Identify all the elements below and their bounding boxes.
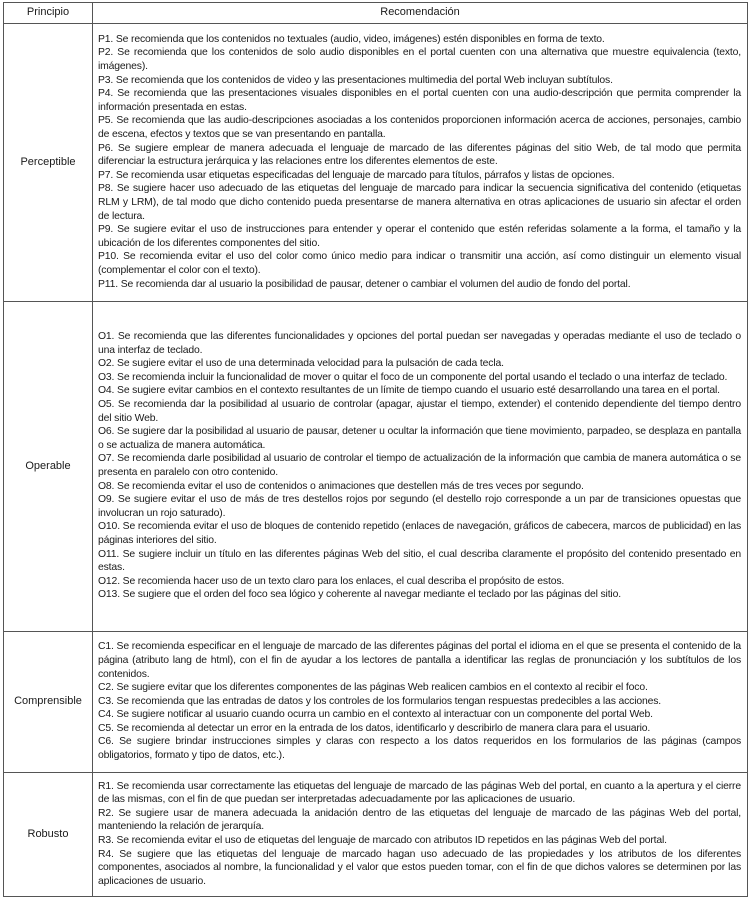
principle-cell: Robusto	[4, 773, 93, 897]
recommendation-item: P5. Se recomienda que las audio-descripciones asociadas a los contenidos proporcionen información acerca de acciones, personajes, cambio de escena, efectos y textos que se van presentando en pantalla.	[98, 115, 741, 141]
recommendation-item: R2. Se sugiere usar de manera adecuada la anidación dentro de las etiquetas del lenguaje de marcado de las páginas Web del portal, manteniendo la relación de jerarquía.	[98, 807, 741, 833]
recommendation-item: P1. Se recomienda que los contenidos no textuales (audio, video, imágenes) estén disponibles en forma de texto.	[98, 33, 605, 45]
recommendation-item: P10. Se recomienda evitar el uso del color como único medio para indicar o transmitir una acción, así como distinguir un elemento visual (complementar el color con el texto).	[98, 251, 741, 276]
recommendation-item: C1. Se recomienda especificar en el lenguaje de marcado de las diferentes páginas del portal el idioma en el que se presenta el contenido de la página (atributo lang de html), con el fin de ayudar a los lectores de pantalla a identificar las reglas de pronunciación y los subtítulos de los contenidos.	[98, 641, 741, 680]
recommendation-item: R1. Se recomienda usar correctamente las etiquetas del lenguaje de marcado de las páginas Web del portal, en cuanto a la apertura y el cierre de las mismas, con el fin de que puedan ser interpretadas adecuadamente por las aplicaciones de usuario.	[98, 780, 741, 806]
recommendation-item: C6. Se sugiere brindar instrucciones simples y claras con respecto a los datos requeridos en los formularios de las páginas (campos obligatorios, formato y tipo de datos, etc.).	[98, 736, 741, 762]
principle-cell: Perceptible	[4, 24, 93, 302]
recommendation-item: P4. Se recomienda que las presentaciones visuales disponibles en el portal cuenten con una audio-descripción que permita comprender la información presentada en estas.	[98, 88, 741, 113]
recommendation-item: P8. Se sugiere hacer uso adecuado de las etiquetas del lenguaje de marcado para indicar la secuencia significativa del contenido (etiquetas RLM y LRM), de tal modo que dicho contenido pueda presentarse de manera alternativa en otras aplicaciones de usuario sin afectar el orden de lectura.	[98, 183, 741, 222]
recommendation-item: O1. Se recomienda que las diferentes funcionalidades y opciones del portal puedan ser navegadas y operadas mediante el uso de teclado o una interfaz de teclado.	[98, 331, 741, 356]
recommendation-item: C5. Se recomienda al detectar un error en la entrada de los datos, identificarlo y describirlo de manera clara para el usuario.	[98, 722, 651, 734]
principle-cell: Comprensible	[4, 632, 93, 773]
recommendation-item: C2. Se sugiere evitar que los diferentes componentes de las páginas Web realicen cambios en el contexto al recibir el foco.	[98, 682, 648, 694]
recommendation-item: O9. Se sugiere evitar el uso de más de tres destellos rojos por segundo (el destello rojo corresponde a un par de transiciones opuestas que involucran un rojo saturado).	[98, 494, 741, 519]
table-row-comprensible	[4, 632, 748, 773]
recommendation-item: O5. Se recomienda dar la posibilidad al usuario de controlar (apagar, ajustar el tiempo, extender) el contenido dependiente del tiempo dentro del sitio Web.	[98, 399, 741, 424]
recommendation-cell	[93, 302, 748, 632]
recommendation-item: P2. Se recomienda que los contenidos de solo audio disponibles en el portal cuenten con una alternativa que muestre equivalencia (texto, imágenes).	[98, 47, 741, 73]
recommendation-item: O6. Se sugiere dar la posibilidad al usuario de pausar, detener u ocultar la información que tiene movimiento, parpadeo, se desplaza en pantalla o se actualiza de manera automática.	[98, 426, 741, 451]
header-principle: Principio	[4, 3, 93, 24]
recommendation-item: O2. Se sugiere evitar el uso de una determinada velocidad para la pulsación de cada tecla.	[98, 358, 504, 370]
header-recommendation: Recomendación	[93, 3, 748, 24]
table-row-robusto	[4, 773, 748, 897]
recommendation-item: O8. Se recomienda evitar el uso de contenidos o animaciones que destellen más de tres veces por segundo.	[98, 480, 584, 492]
recommendation-item: P6. Se sugiere emplear de manera adecuada el lenguaje de marcado de las diferentes páginas del sitio Web, de tal modo que permita diferenciar la estructura jerárquica y las relaciones entre los diferentes elementos de este.	[98, 142, 741, 168]
recommendation-item: O10. Se recomienda evitar el uso de bloques de contenido repetido (enlaces de navegación, gráficos de cabecera, marcos de publicidad) en las páginas interiores del sitio.	[98, 521, 741, 546]
recommendation-item: C3. Se recomienda que las entradas de datos y los controles de los formularios tengan respuestas predecibles a las acciones.	[98, 695, 662, 707]
principle-cell: Operable	[4, 302, 93, 632]
table-row-perceptible	[4, 24, 748, 302]
recommendation-item: O3. Se recomienda incluir la funcionalidad de mover o quitar el foco de un componente del portal usando el teclado o una interfaz de teclado.	[98, 371, 728, 383]
recommendations-table	[3, 2, 748, 897]
recommendation-item: P3. Se recomienda que los contenidos de video y las presentaciones multimedia del portal Web incluyan subtítulos.	[98, 74, 613, 86]
recommendation-cell	[93, 632, 748, 773]
table-row-operable	[4, 302, 748, 632]
recommendation-item: O4. Se sugiere evitar cambios en el contexto resultantes de un límite de tiempo cuando el usuario esté desarrollando una tarea en el portal.	[98, 385, 720, 397]
recommendation-item: O11. Se sugiere incluir un título en las diferentes páginas Web del sitio, el cual describa claramente el propósito del contenido presentado en estas.	[98, 548, 741, 574]
recommendation-item: O12. Se recomienda hacer uso de un texto claro para los enlaces, el cual describa el propósito de estos.	[98, 575, 565, 587]
recommendation-item: P9. Se sugiere evitar el uso de instrucciones para entender y operar el contenido que estén referidas solamente a la forma, el tamaño y la ubicación de los diferentes componentes del sitio.	[98, 224, 741, 249]
recommendation-item: P7. Se recomienda usar etiquetas especificadas del lenguaje de marcado para títulos, párrafos y listas de opciones.	[98, 169, 615, 181]
recommendation-cell	[93, 24, 748, 302]
table-header-row	[4, 3, 748, 24]
recommendation-item: P11. Se recomienda dar al usuario la posibilidad de pausar, detener o cambiar el volumen del audio de fondo del portal.	[98, 278, 631, 290]
recommendation-item: R3. Se recomienda evitar el uso de etiquetas del lenguaje de marcado con atributos ID repetidos en las páginas Web del portal.	[98, 835, 667, 846]
recommendation-item: C4. Se sugiere notificar al usuario cuando ocurra un cambio en el contexto al interactuar con un componente del portal Web.	[98, 709, 653, 721]
recommendation-item: O7. Se recomienda darle posibilidad al usuario de controlar el tiempo de actualización de la información que cambia de manera automática o se presenta en paralelo con otro contenido.	[98, 453, 741, 478]
recommendation-item: R4. Se sugiere que las etiquetas del lenguaje de marcado hagan uso adecuado de las propiedades y los atributos de los diferentes componentes, asociados al nombre, la funcionalidad y el valor que estos pueden tomar, con el fin de que dichos valores se determinen por las aplicaciones de usuario.	[98, 848, 741, 887]
recommendation-item: O13. Se sugiere que el orden del foco sea lógico y coherente al navegar mediante el teclado por las páginas del sitio.	[98, 589, 621, 601]
recommendation-cell	[93, 773, 748, 897]
